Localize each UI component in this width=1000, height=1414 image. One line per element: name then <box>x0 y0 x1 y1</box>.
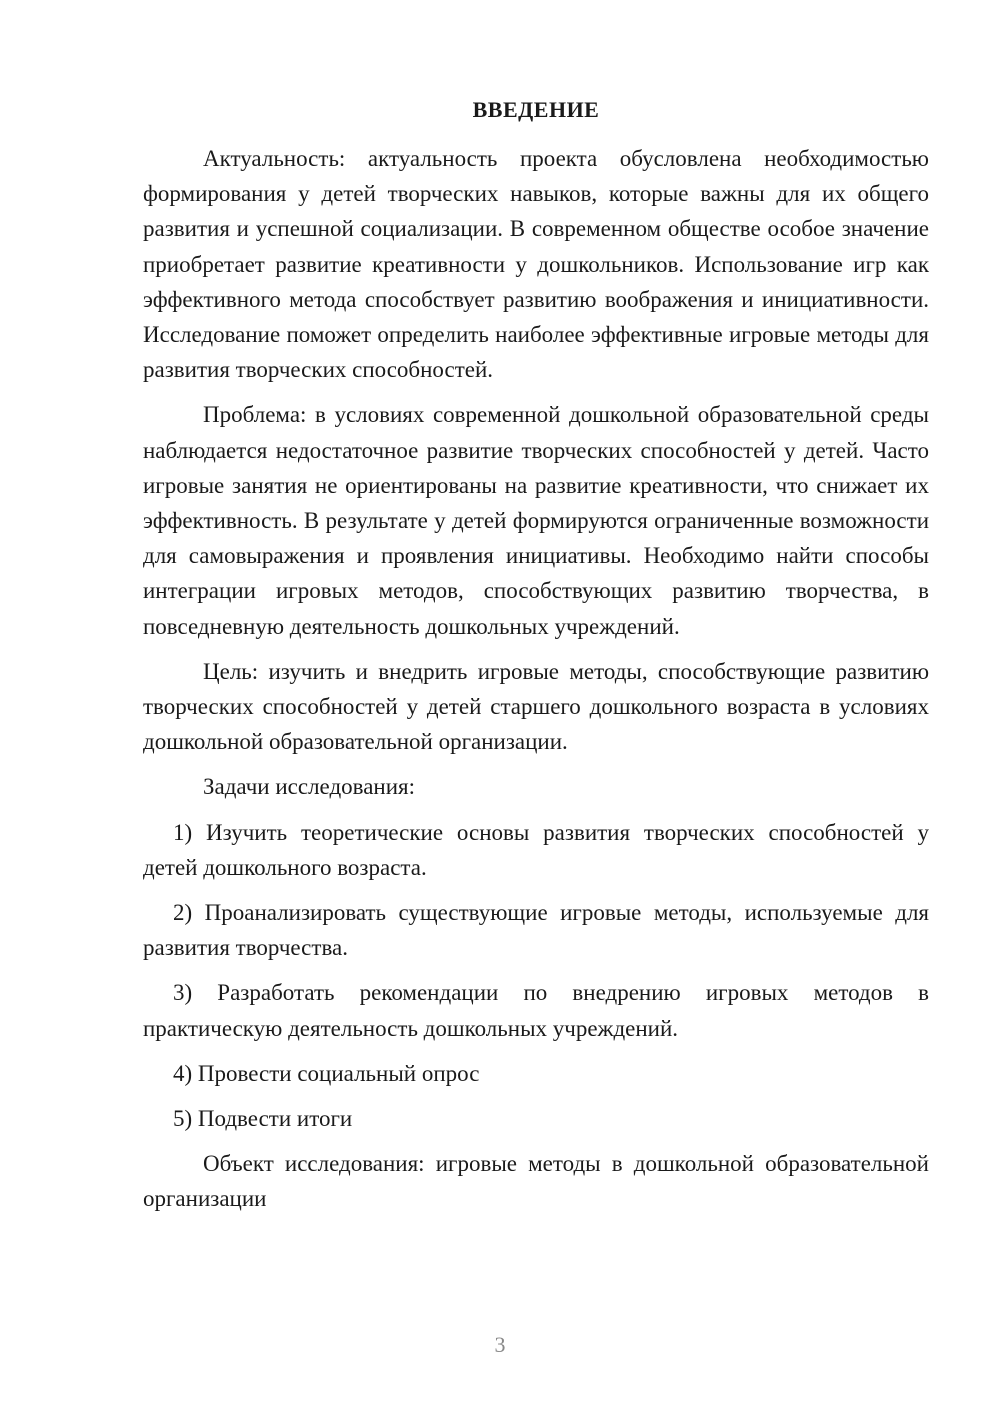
paragraph-problem: Проблема: в условиях современной дошкольной образовательной среды наблюдается недостаточное развитие творческих способностей у детей. Часто игровые занятия не ориентированы на развитие креативности, что снижает их эффективность. В результате у детей формируются ограниченные возможности для самовыражения и проявления инициативы. Необходимо найти способы интеграции игровых методов, способствующих развитию творчества, в повседневную деятельность дошкольных учреждений. <box>143 402 929 639</box>
task-item-5: 5) Подвести итоги <box>173 1106 353 1132</box>
task-item-1: 1) Изучить теоретические основы развития творческих способностей у детей дошкольного возраста. <box>143 819 929 880</box>
paragraph-object: Объект исследования: игровые методы в дошкольной образовательной организации <box>143 1151 929 1212</box>
paragraph-goal: Цель: изучить и внедрить игровые методы, способствующие развитию творческих способностей у детей старшего дошкольного возраста в условиях дошкольной образовательной организации. <box>143 658 929 755</box>
task-item-2: 2) Проанализировать существующие игровые методы, используемые для развития творчества. <box>143 900 929 961</box>
paragraph-tasks-heading: Задачи исследования: <box>203 774 416 800</box>
page-title: ВВЕДЕНИЕ <box>472 97 600 122</box>
task-item-4: 4) Провести социальный опрос <box>173 1060 480 1086</box>
task-item-3: 3) Разработать рекомендации по внедрению игровых методов в практическую деятельность дошкольных учреждений. <box>143 980 929 1041</box>
page-number: 3 <box>494 1332 506 1357</box>
paragraph-relevance: Актуальность: актуальность проекта обусловлена необходимостью формирования у детей творческих навыков, которые важны для их общего развития и успешной социализации. В современном обществе особое значение приобретает развитие креативности у дошкольников. Использование игр как эффективного метода способствует развитию воображения и инициативности. Исследование поможет определить наиболее эффективные игровые методы для развития творческих способностей. <box>143 146 929 383</box>
page-content <box>143 95 929 1227</box>
